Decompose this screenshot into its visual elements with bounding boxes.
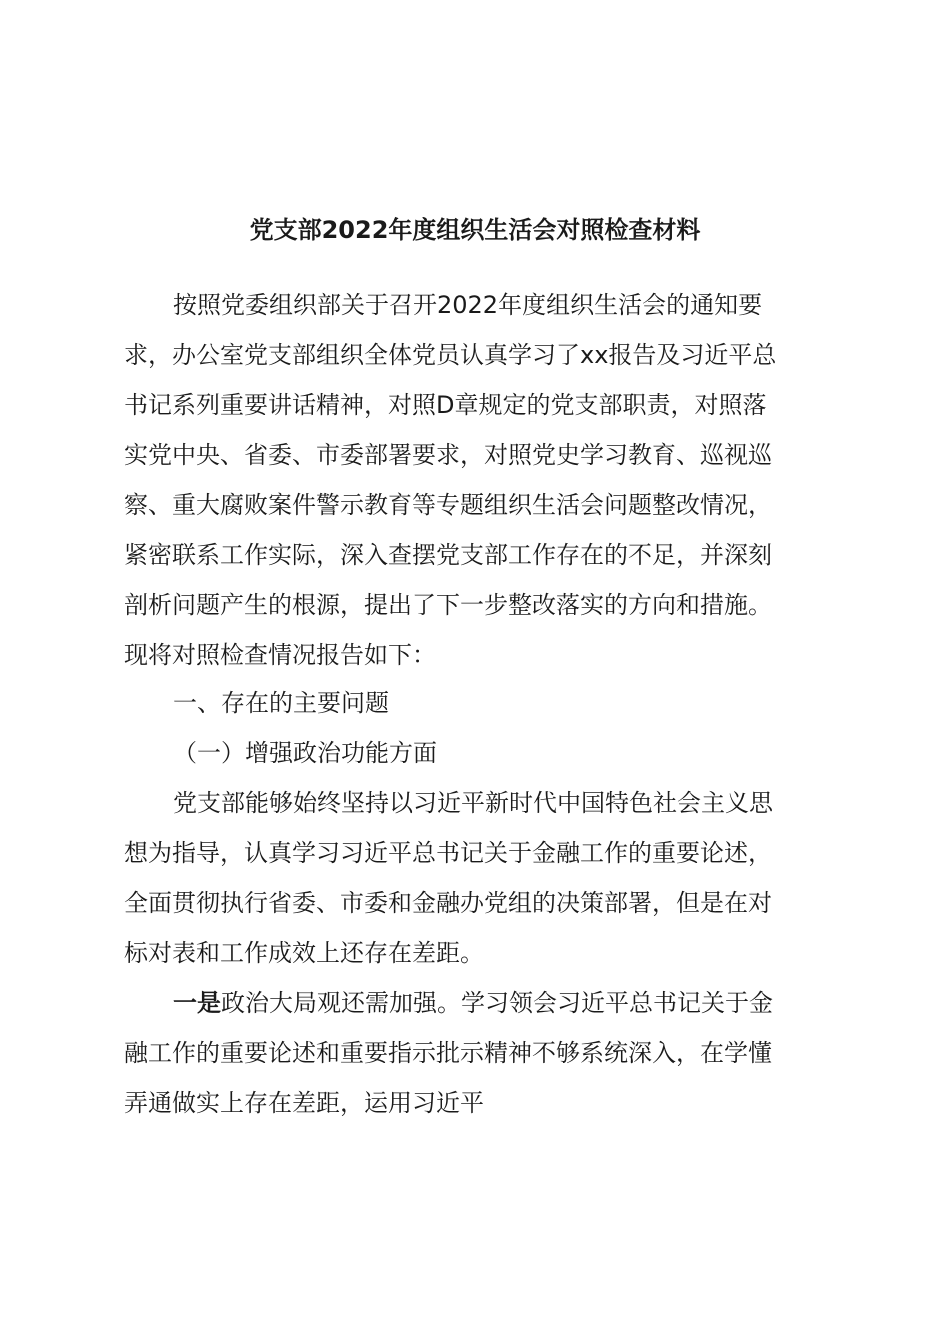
paragraph-line: 剖析问题产生的根源，提出了下一步整改落实的方向和措施。 (124, 591, 772, 619)
emphasis-lead: 一是 (173, 989, 221, 1017)
paragraph-line: 党支部能够始终坚持以习近平新时代中国特色社会主义思 (173, 789, 773, 817)
subsection-heading: （一）增强政治功能方面 (173, 739, 437, 767)
paragraph-line: 实党中央、省委、市委部署要求，对照党史学习教育、巡视巡 (124, 441, 772, 469)
paragraph-line: 书记系列重要讲话精神，对照D章规定的党支部职责，对照落 (124, 391, 767, 419)
document-title: 党支部2022年度组织生活会对照检查材料 (249, 216, 701, 244)
paragraph-line: 弄通做实上存在差距，运用习近平 (124, 1089, 484, 1117)
paragraph-line: 紧密联系工作实际，深入查摆党支部工作存在的不足，并深刻 (124, 541, 772, 569)
paragraph-line: 现将对照检查情况报告如下： (124, 641, 436, 669)
paragraph-line: 求，办公室党支部组织全体党员认真学习了xx报告及习近平总 (124, 341, 777, 369)
paragraph-line: 按照党委组织部关于召开2022年度组织生活会的通知要 (173, 291, 763, 319)
paragraph-line: 标对表和工作成效上还存在差距。 (124, 939, 484, 967)
paragraph-line: 想为指导，认真学习习近平总书记关于金融工作的重要论述， (124, 839, 772, 867)
paragraph-line (173, 987, 773, 1019)
paragraph-text: 政治大局观还需加强。学习领会习近平总书记关于金 (221, 989, 773, 1017)
section-heading: 一、存在的主要问题 (173, 689, 389, 717)
paragraph-line: 融工作的重要论述和重要指示批示精神不够系统深入，在学懂 (124, 1039, 772, 1067)
paragraph-line: 全面贯彻执行省委、市委和金融办党组的决策部署，但是在对 (124, 889, 772, 917)
paragraph-line: 察、重大腐败案件警示教育等专题组织生活会问题整改情况， (124, 491, 772, 519)
